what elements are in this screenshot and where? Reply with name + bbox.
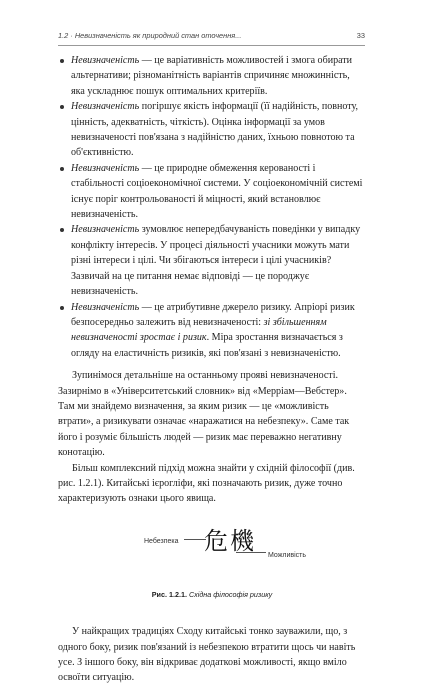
section-title: 1.2 · Невизначеність як природний стан оточення...: [58, 31, 242, 40]
item-emphasis: зі збільшенням невизначеності зростає і ризик: [71, 316, 327, 344]
opportunity-label: Можливість: [268, 551, 307, 559]
header-divider: [58, 45, 365, 46]
body-paragraph: Зупинімося детальніше на останньому прояві невизначеності. Зазирнімо в «Університетський словник» від «Мерріам—Вебстер». Там ми знайдемо визначення, за яким ризик — це «можливість втрати», а ризикувати означає «наражатися на небезпеку». Саме так його і розуміє більшість людей — ризик має переважно негативну конотацію.: [58, 370, 350, 459]
list-item: [58, 300, 366, 362]
item-text: — це природне обмеження керованості і стабільності соціоекономічної системи. У соціоекономічній системі існує поріг контрольованості й міцності, який встановлює невизначеність.: [71, 162, 363, 221]
list-item: [58, 222, 366, 299]
term: Невизначеність: [71, 224, 140, 236]
item-text: — це варіативність можливостей і змога обирати альтернативи; різноманітність варіантів спричиняє множинність, яка ускладнює пошук оптимальних критеріїв.: [71, 55, 353, 97]
page-content: [58, 53, 366, 686]
term: Невизначеність: [71, 55, 140, 66]
caption-title: Східна філософія ризику: [188, 589, 273, 599]
term: Невизначеність: [71, 101, 140, 113]
body-paragraph: Більш комплексний підхід можна знайти у східній філософії (див. рис. 1.2.1). Китайські ієрогліфи, які позначають ризик, дуже точно характеризують ознаки цього явища.: [58, 462, 355, 505]
item-text: погіршує якість інформації (її надійність, повноту, цінність, адекватність, чіткість). Оцінка інформації за умов невизначеності пов'язана з надійністю даних, їхньою повнотою та об'єктивністю.: [71, 101, 359, 159]
item-text: — це атрибутивне джерело ризику. Апріорі ризик безпосередньо залежить від невизначеності:: [71, 301, 355, 328]
running-header: [58, 31, 365, 45]
term: Невизначеність: [71, 301, 140, 313]
danger-label: Небезпека: [144, 537, 179, 545]
opportunity-leader-line: [236, 552, 266, 553]
list-item: [58, 99, 366, 161]
uncertainty-list: [58, 53, 366, 361]
item-text: . Міра зростання визначається з огляду на еластичність ризиків, які пов'язані з невизначеністю.: [71, 332, 343, 359]
chinese-risk-glyphs: 危機: [204, 526, 256, 555]
danger-leader-line: [184, 539, 206, 540]
list-item: [58, 53, 366, 99]
item-text: зумовлює непередбачуваність поведінки у випадку конфлікту інтересів. У процесі діяльності учасники можуть мати різні інтереси і цілі. Чи збігаються інтереси і цілі учасників? Зазвичай на це питання немає відповіді — це породжує невизначеність.: [71, 224, 361, 298]
body-paragraph: У найкращих традиціях Сходу китайські тонко зауважили, що, з одного боку, ризик пов'язаний із небезпекою втратити щось чи навіть усе. З іншого боку, він відкриває додаткові можливості, якщо вміло освоїти ситуацію.: [58, 626, 356, 684]
risk-figure: [58, 517, 366, 585]
list-item: [58, 161, 366, 223]
term: Невизначеність: [71, 162, 140, 174]
caption-number: Рис. 1.2.1.: [151, 589, 187, 599]
page-number: 33: [356, 31, 365, 40]
